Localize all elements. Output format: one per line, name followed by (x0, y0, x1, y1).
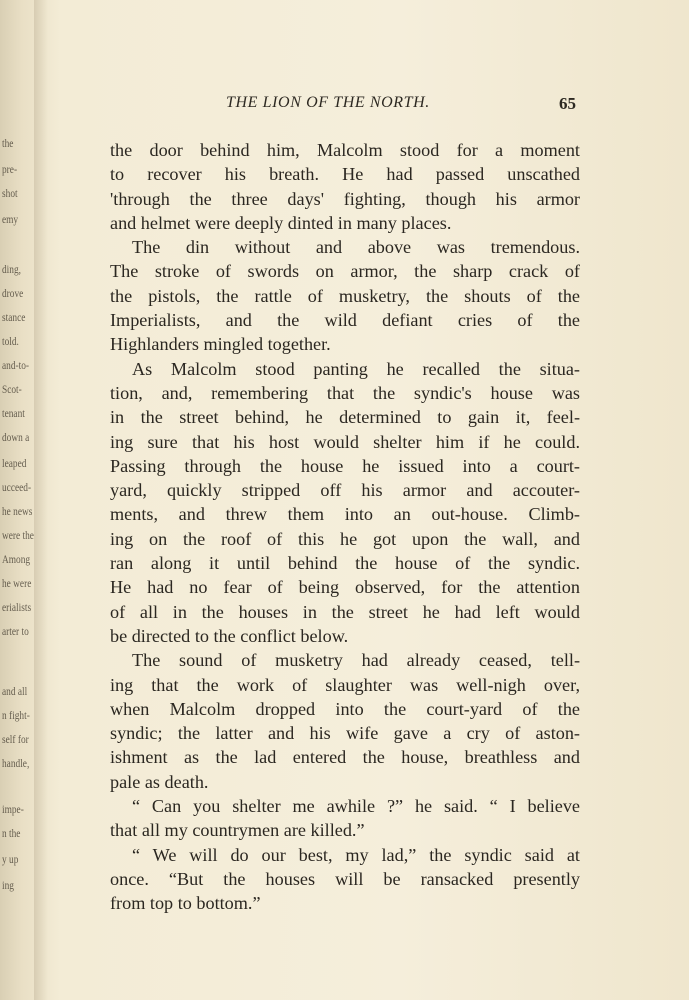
running-head: THE LION OF THE NORTH. (226, 94, 430, 111)
facing-page-margin (0, 0, 34, 1000)
margin-fragment: handle, (2, 756, 30, 770)
gutter-shadow (34, 0, 48, 1000)
margin-fragment: Among (2, 552, 31, 566)
text-line: ing on the roof of this he got upon the wall, and (110, 528, 580, 549)
margin-fragment: told. (2, 334, 19, 348)
margin-fragment: ing (2, 878, 14, 892)
text-line: yard, quickly stripped off his armor and accouter- (110, 480, 580, 501)
text-line: The din without and above was tremendous. (132, 237, 580, 258)
margin-fragment: arter to (2, 624, 29, 638)
text-line: As Malcolm stood panting he recalled the situa- (132, 358, 580, 379)
margin-fragment: Scot- (2, 382, 22, 396)
text-line: ishment as the lad entered the house, breathless and (110, 747, 580, 768)
text-line: the pistols, the rattle of musketry, the shouts of the (110, 285, 580, 306)
margin-fragment: n the (2, 826, 21, 840)
margin-fragment: pre- (2, 162, 18, 176)
text-line: Highlanders mingled together. (110, 334, 331, 355)
text-line: The sound of musketry had already ceased, tell- (132, 650, 580, 671)
margin-fragment: y up (2, 852, 19, 866)
text-line: ing sure that his host would shelter him if he could. (110, 431, 580, 452)
margin-fragment: emy (2, 212, 19, 226)
margin-fragment: leaped (2, 456, 27, 470)
margin-fragment: and all (2, 684, 28, 698)
margin-fragment: shot (2, 186, 18, 200)
margin-fragment: self for (2, 732, 29, 746)
page-number: 65 (559, 94, 576, 113)
margin-fragment: he were (2, 576, 32, 590)
text-line: that all my countrymen are killed.” (110, 820, 365, 841)
text-line: and helmet were deeply dinted in many places. (110, 212, 452, 233)
text-line: in the street behind, he determined to gain it, feel- (110, 407, 580, 428)
margin-fragment: tenant (2, 406, 25, 420)
margin-fragment: impe- (2, 802, 24, 816)
text-line: pale as death. (110, 771, 209, 792)
text-line: Imperialists, and the wild defiant cries of the (110, 310, 580, 331)
text-line: once. “But the houses will be ransacked presently (110, 868, 580, 889)
text-line: from top to bottom.” (110, 893, 261, 914)
text-line: when Malcolm dropped into the court-yard of the (110, 698, 580, 719)
text-line: 'through the three days' fighting, though his armor (110, 188, 580, 209)
margin-fragment: down a (2, 430, 30, 444)
text-line: syndic; the latter and his wife gave a cry of aston- (110, 723, 580, 744)
text-line: He had no fear of being observed, for the attention (110, 577, 580, 598)
text-line: to recover his breath. He had passed unscathed (110, 164, 580, 185)
body-text (110, 138, 580, 916)
text-line: The stroke of swords on armor, the sharp crack of (110, 261, 580, 282)
text-line: ments, and threw them into an out-house. Climb- (110, 504, 580, 525)
text-line: be directed to the conflict below. (110, 625, 349, 646)
margin-fragment: ucceed- (2, 480, 32, 494)
margin-fragment: and-to- (2, 358, 30, 372)
text-line: of all in the houses in the street he had left would (110, 601, 580, 622)
margin-fragment: ding, (2, 262, 21, 276)
margin-fragment: he news (2, 504, 33, 518)
margin-fragment: were the (2, 528, 34, 542)
text-line: “ We will do our best, my lad,” the syndic said at (132, 844, 580, 865)
margin-fragment: the (2, 136, 14, 150)
text-line: ing that the work of slaughter was well-nigh over, (110, 674, 580, 695)
text-line: the door behind him, Malcolm stood for a moment (110, 140, 580, 160)
margin-fragment: n fight- (2, 708, 30, 722)
text-line: tion, and, remembering that the syndic's house was (110, 382, 580, 403)
margin-fragment: stance (2, 310, 26, 324)
text-line: Passing through the house he issued into a court- (110, 455, 580, 476)
text-line: “ Can you shelter me awhile ?” he said. “ I believe (132, 796, 580, 817)
margin-fragment: erialists (2, 600, 32, 614)
text-line: ran along it until behind the house of the syndic. (110, 553, 580, 574)
margin-fragment: drove (2, 286, 24, 300)
